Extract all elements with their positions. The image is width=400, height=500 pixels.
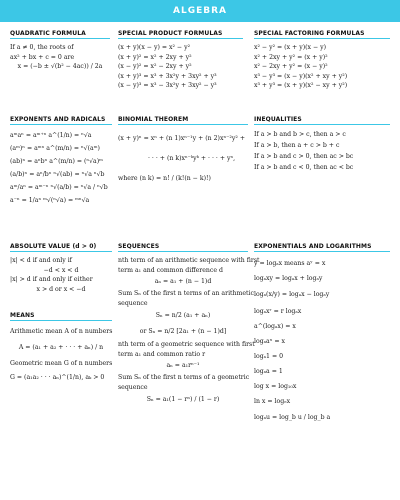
exponentials-logarithms-section xyxy=(254,243,390,427)
formula-line: (x + y)³ = x³ + 3x²y + 3xy² + y³ xyxy=(118,72,217,80)
formula-line: or Sₙ = n/2 [2a₁ + (n − 1)d] xyxy=(139,328,227,335)
formula-line: logₐxy = logₐx + logₐy xyxy=(254,275,323,282)
formula-line: Sum Sₙ of the first n terms of an arithmetic xyxy=(118,290,254,297)
formula-line: Geometric mean G of n numbers xyxy=(10,360,113,367)
formula-line: If a > b and c < 0, then ac < bc xyxy=(254,164,354,171)
formula-line: (x + y)ⁿ = xⁿ + (n 1)xⁿ⁻¹y + (n 2)xⁿ⁻²y² + xyxy=(118,135,246,142)
sequences-section xyxy=(118,243,260,408)
formula-line: logₐxʳ = r logₐx xyxy=(254,308,302,315)
special-factoring-section xyxy=(254,30,390,91)
formula-line: logₐaˣ = x xyxy=(254,338,285,345)
means-section xyxy=(10,312,112,385)
formula-line: ax² + bx + c = 0 are xyxy=(10,53,75,61)
section-heading: QUADRATIC FORMULA xyxy=(10,30,110,39)
absolute-value-section xyxy=(10,243,112,294)
quadratic-formula-section xyxy=(10,30,110,72)
formula-line: (a/b)ⁿ = aⁿ/bⁿ ⁿ√(ab) = ⁿ√a ⁿ√b xyxy=(10,171,105,178)
formula-line: x³ − y³ = (x − y)(x² + xy + y²) xyxy=(254,72,348,80)
section-heading: BINOMIAL THEOREM xyxy=(118,116,248,125)
special-product-section xyxy=(118,30,243,91)
section-heading: INEQUALITIES xyxy=(254,116,390,125)
formula-line: nth term of a geometric sequence with first xyxy=(118,341,255,348)
section-heading: EXPONENTS AND RADICALS xyxy=(10,116,112,125)
section-heading: ABSOLUTE VALUE (d > 0) xyxy=(10,243,112,252)
formula-line: where (n k) = n! / (k!(n − k)!) xyxy=(118,175,211,182)
formula-line: (x − y)³ = x³ − 3x²y + 3xy² − y³ xyxy=(118,82,217,89)
formula-line: nth term of an arithmetic sequence with first xyxy=(118,257,260,264)
formula-line: |x| > d if and only if either xyxy=(10,276,93,283)
section-heading: SPECIAL PRODUCT FORMULAS xyxy=(118,30,243,39)
section-heading: EXPONENTIALS AND LOGARITHMS xyxy=(254,243,390,252)
formula-line: aᵐaⁿ = aᵐ⁺ⁿ a^(1/n) = ⁿ√a xyxy=(10,132,92,139)
formula-line: aᵐ/aⁿ = aᵐ⁻ⁿ ⁿ√(a/b) = ⁿ√a / ⁿ√b xyxy=(10,184,108,191)
formula-line: logₐa = 1 xyxy=(254,368,283,375)
formula-line: G = (a₁a₂ · · · aₙ)^(1/n), aₖ > 0 xyxy=(10,374,105,381)
formula-line: x = (−b ± √(b² − 4ac)) / 2a xyxy=(17,63,103,70)
formula-line: Sₙ = a₁(1 − rⁿ) / (1 − r) xyxy=(146,396,220,403)
formula-line: logₐu = log_b u / log_b a xyxy=(254,414,331,421)
formula-line: Arithmetic mean A of n numbers xyxy=(10,328,113,335)
formula-line: logₐ(x/y) = logₐx − logₐy xyxy=(254,291,330,298)
page-title-banner: ALGEBRA xyxy=(0,0,400,22)
formula-line: logₐ1 = 0 xyxy=(254,353,284,360)
formula-line: (ab)ⁿ = aⁿbⁿ a^(m/n) = (ⁿ√a)ᵐ xyxy=(10,158,103,165)
formula-line: Sₙ = n/2 (a₁ + aₙ) xyxy=(155,312,211,319)
formula-line: (x + y)² = x² + 2xy + y² xyxy=(118,53,192,61)
formula-line: x³ + y³ = (x + y)(x² − xy + y²) xyxy=(254,82,348,89)
formula-line: sequence xyxy=(118,299,148,307)
formula-line: log x = log₁₀x xyxy=(254,383,297,390)
formula-line: ln x = logₑx xyxy=(254,398,291,405)
formula-line: term a₁ and common difference d xyxy=(118,266,223,274)
formula-line: · · · + (n k)xⁿ⁻ᵏyᵏ + · · · + yⁿ, xyxy=(148,155,236,162)
section-heading: SPECIAL FACTORING FORMULAS xyxy=(254,30,390,39)
formula-line: x² − 2xy + y² = (x − y)² xyxy=(254,63,328,70)
section-heading: SEQUENCES xyxy=(118,243,248,252)
section-heading: MEANS xyxy=(10,312,112,321)
exponents-radicals-section xyxy=(10,116,112,207)
formula-line: Sum Sₙ of the first n terms of a geometric xyxy=(118,374,250,381)
formula-line: aₙ = a₁ + (n − 1)d xyxy=(154,278,212,285)
formula-line: A = (a₁ + a₂ + · · · + aₙ) / n xyxy=(18,344,104,351)
formula-line: x² − y² = (x + y)(x − y) xyxy=(254,44,327,51)
formula-line: (x + y)(x − y) = x² − y² xyxy=(118,44,191,51)
formula-line: y = logₐx means aʸ = x xyxy=(254,260,326,267)
formula-line: If a > b and b > c, then a > c xyxy=(254,131,346,138)
formula-line: If a ≠ 0, the roots of xyxy=(10,44,74,51)
formula-line: sequence xyxy=(118,383,148,391)
binomial-theorem-section xyxy=(118,116,248,189)
formula-line: −d < x < d xyxy=(43,266,79,274)
formula-line: a^(logₐx) = x xyxy=(254,323,296,330)
formula-line: If a > b and c > 0, then ac > bc xyxy=(254,153,354,160)
formula-line: If a > b, then a + c > b + c xyxy=(254,142,340,149)
formula-line: |x| < d if and only if xyxy=(10,257,72,264)
formula-line: (aᵐ)ⁿ = aᵐⁿ a^(m/n) = ⁿ√(aᵐ) xyxy=(10,145,100,152)
formula-line: x² + 2xy + y² = (x + y)² xyxy=(254,53,328,61)
formula-line: term a₁ and common ratio r xyxy=(118,350,206,358)
formula-line: a⁻ⁿ = 1/aⁿ ᵐ√(ⁿ√a) = ᵐⁿ√a xyxy=(10,197,90,204)
formula-line: x > d or x < −d xyxy=(36,285,86,293)
formula-line: aₙ = a₁rⁿ⁻¹ xyxy=(166,362,200,369)
formula-line: (x − y)² = x² − 2xy + y² xyxy=(118,63,192,70)
inequalities-section xyxy=(254,116,390,173)
